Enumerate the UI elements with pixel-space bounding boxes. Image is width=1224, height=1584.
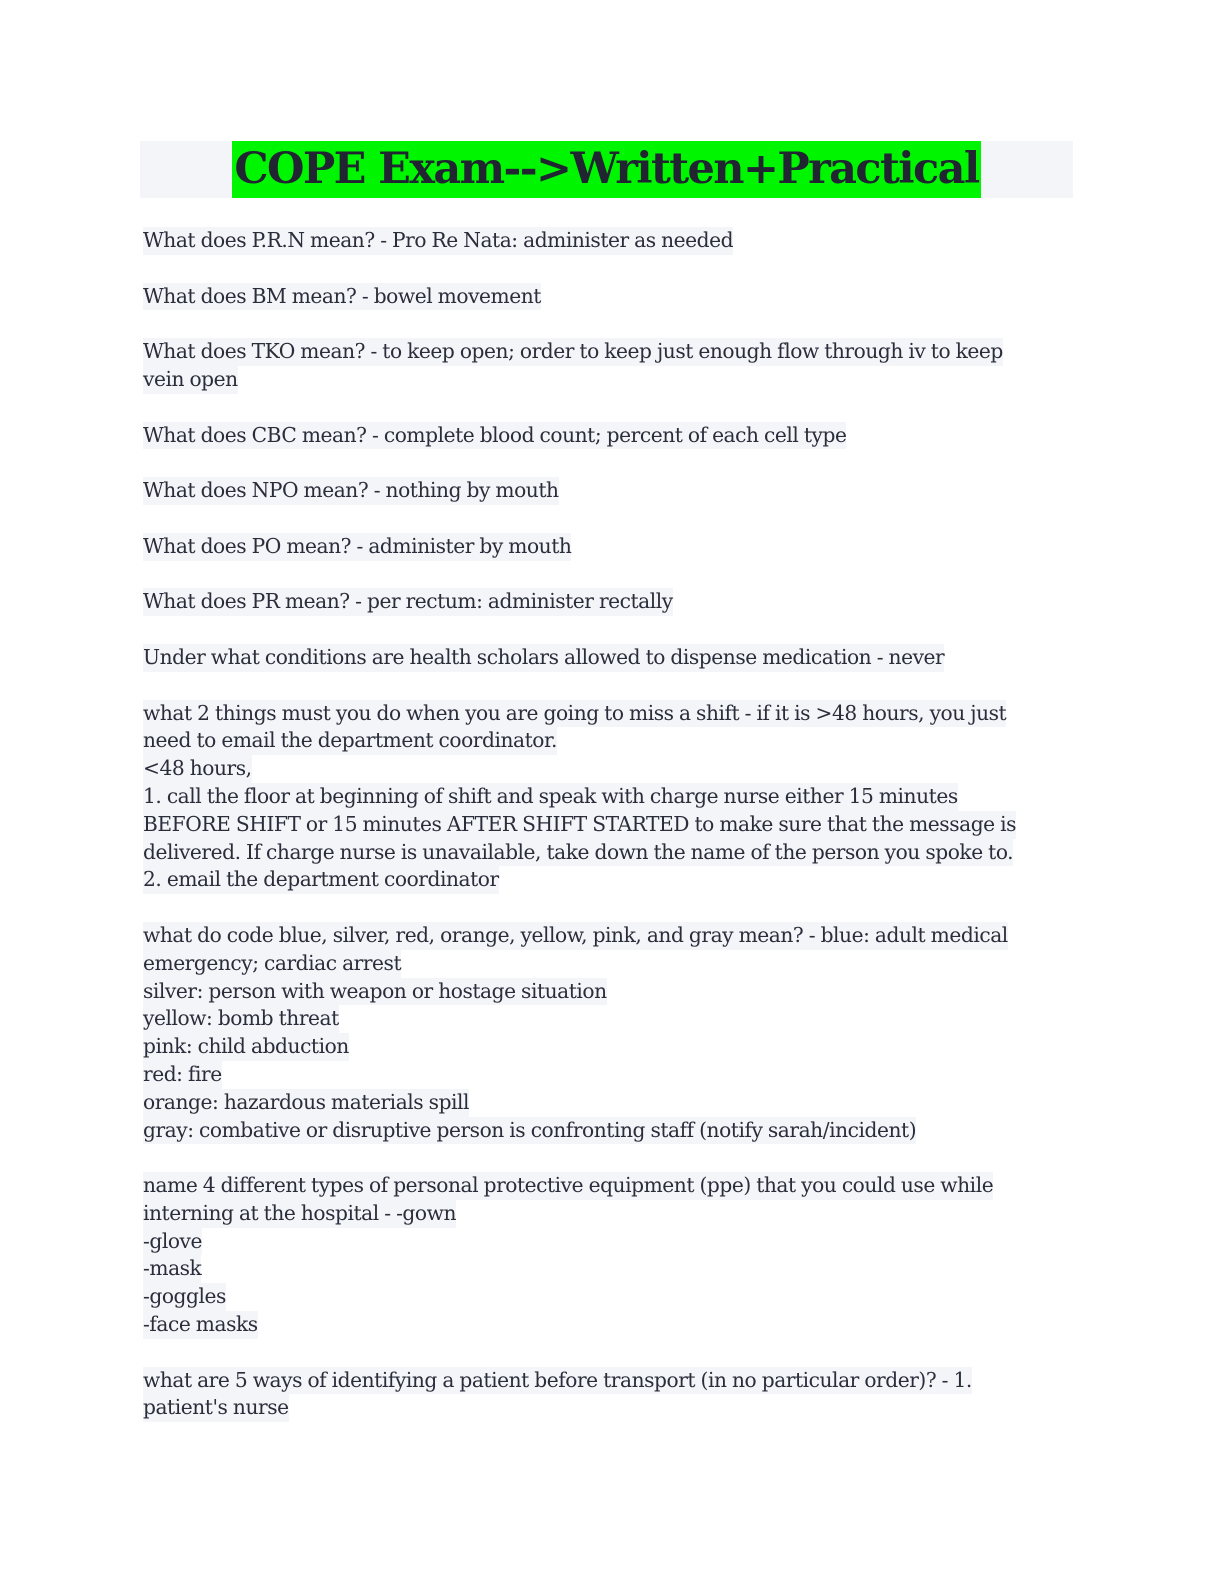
qa-entry <box>143 227 1048 255</box>
title-band <box>140 141 1073 198</box>
document-title: COPE Exam-->Written+Practical <box>232 141 980 198</box>
qa-entry <box>143 1172 1048 1339</box>
qa-line: pink: child abduction <box>143 1033 349 1061</box>
qa-line: BEFORE SHIFT or 15 minutes AFTER SHIFT STARTED to make sure that the message is <box>143 811 1016 839</box>
qa-entry <box>143 533 1048 561</box>
qa-line: what are 5 ways of identifying a patient before transport (in no particular order)? - 1. <box>143 1367 972 1395</box>
qa-line: <48 hours, <box>143 755 252 783</box>
qa-line: What does PO mean? - administer by mouth <box>143 533 571 561</box>
qa-line: 1. call the floor at beginning of shift and speak with charge nurse either 15 minutes <box>143 783 958 811</box>
qa-line: delivered. If charge nurse is unavailable, take down the name of the person you spoke to. <box>143 839 1013 867</box>
qa-line: -goggles <box>143 1283 226 1311</box>
qa-line: orange: hazardous materials spill <box>143 1089 469 1117</box>
qa-entry <box>143 644 1048 672</box>
qa-line: Under what conditions are health scholars allowed to dispense medication - never <box>143 644 944 672</box>
qa-line: name 4 different types of personal protective equipment (ppe) that you could use while <box>143 1172 993 1200</box>
qa-entry <box>143 338 1048 394</box>
qa-line: gray: combative or disruptive person is confronting staff (notify sarah/incident) <box>143 1117 916 1145</box>
qa-line: What does BM mean? - bowel movement <box>143 283 541 311</box>
qa-line: emergency; cardiac arrest <box>143 950 401 978</box>
qa-line: yellow: bomb threat <box>143 1005 339 1033</box>
qa-entry <box>143 1367 1048 1423</box>
qa-entry <box>143 477 1048 505</box>
qa-line: silver: person with weapon or hostage situation <box>143 978 607 1006</box>
qa-line: patient's nurse <box>143 1394 289 1422</box>
qa-line: What does P.R.N mean? - Pro Re Nata: administer as needed <box>143 227 733 255</box>
qa-line: red: fire <box>143 1061 222 1089</box>
qa-line: What does TKO mean? - to keep open; order to keep just enough flow through iv to keep <box>143 338 1003 366</box>
qa-line: -glove <box>143 1228 202 1256</box>
qa-line: what do code blue, silver, red, orange, yellow, pink, and gray mean? - blue: adult medical <box>143 922 1008 950</box>
qa-list <box>143 227 1048 1450</box>
qa-entry <box>143 700 1048 895</box>
qa-line: vein open <box>143 366 238 394</box>
qa-line: -face masks <box>143 1311 258 1339</box>
qa-line: interning at the hospital - -gown <box>143 1200 456 1228</box>
qa-entry <box>143 422 1048 450</box>
qa-line: 2. email the department coordinator <box>143 866 499 894</box>
qa-entry <box>143 283 1048 311</box>
qa-entry <box>143 922 1048 1144</box>
qa-entry <box>143 588 1048 616</box>
qa-line: What does CBC mean? - complete blood count; percent of each cell type <box>143 422 846 450</box>
qa-line: What does PR mean? - per rectum: administer rectally <box>143 588 673 616</box>
qa-line: What does NPO mean? - nothing by mouth <box>143 477 559 505</box>
qa-line: -mask <box>143 1255 201 1283</box>
qa-line: need to email the department coordinator. <box>143 727 557 755</box>
qa-line: what 2 things must you do when you are going to miss a shift - if it is >48 hours, you just <box>143 700 1006 728</box>
